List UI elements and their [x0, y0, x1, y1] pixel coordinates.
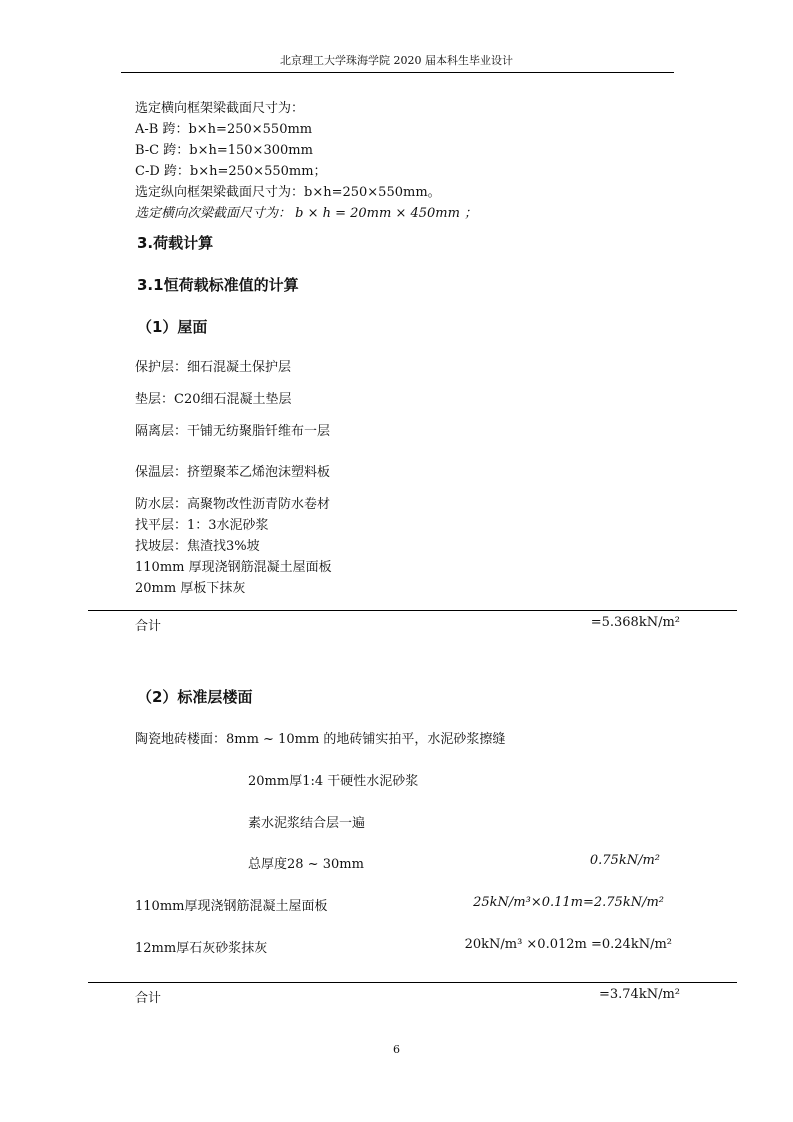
roof-total-value: =5.368kN/m²: [590, 615, 680, 630]
roof-item: 找坡层：焦渣找3%坡: [135, 539, 260, 554]
section-heading: 3.荷载计算: [137, 234, 214, 252]
roof-heading: （1）屋面: [137, 318, 208, 336]
floor-plaster-label: 12mm厚石灰砂浆抹灰: [135, 941, 268, 956]
floor-thickness-value: 0.75kN/m²: [589, 853, 660, 868]
floor-total-value: =3.74kN/m²: [598, 987, 680, 1002]
header-rule: [121, 72, 674, 73]
floor-slab-value: 25kN/m³×0.11m=2.75kN/m²: [473, 895, 664, 910]
roof-item: 防水层：高聚物改性沥青防水卷材: [135, 497, 331, 512]
secondary-beam-line: 选定横向次梁截面尺寸为： b × h = 20mm × 450mm ；: [135, 206, 478, 221]
floor-heading: （2）标准层楼面: [137, 688, 253, 706]
floor-thickness-label: 总厚度28 ~ 30mm: [248, 857, 364, 872]
floor-bond-line: 素水泥浆结合层一遍: [248, 816, 366, 831]
floor-slab-label: 110mm厚现浇钢筋混凝土屋面板: [135, 899, 328, 914]
subsection-heading: 3.1恒荷载标准值的计算: [137, 276, 299, 294]
roof-item: 找平层：1：3水泥砂浆: [135, 518, 269, 533]
text-line: 选定横向框架梁截面尺寸为：: [135, 101, 305, 116]
roof-item: 保护层：细石混凝土保护层: [135, 360, 292, 375]
floor-total-label: 合计: [135, 991, 162, 1006]
floor-plaster-value: 20kN/m³ ×0.012m =0.24kN/m²: [464, 937, 672, 952]
roof-item: 110mm 厚现浇钢筋混凝土屋面板: [135, 560, 332, 575]
page-header: 北京理工大学珠海学院 2020 届本科生毕业设计: [280, 54, 513, 67]
text-line: 选定纵向框架梁截面尺寸为：b×h=250×550mm。: [135, 185, 441, 200]
text-line: B-C 跨：b×h=150×300mm: [135, 143, 313, 158]
total-rule: [88, 982, 737, 983]
roof-total-label: 合计: [135, 619, 162, 634]
roof-item: 隔离层：干铺无纺聚脂钎维布一层: [135, 424, 331, 439]
text-line: C-D 跨：b×h=250×550mm；: [135, 164, 327, 179]
page-number: 6: [393, 1043, 400, 1056]
roof-item: 保温层：挤塑聚苯乙烯泡沫塑料板: [135, 465, 331, 480]
roof-item: 20mm 厚板下抹灰: [135, 581, 246, 596]
total-rule: [88, 610, 737, 611]
floor-mortar-line: 20mm厚1:4 干硬性水泥砂浆: [248, 774, 419, 789]
text-line: A-B 跨：b×h=250×550mm: [135, 122, 313, 137]
floor-tile-line: 陶瓷地砖楼面：8mm ~ 10mm 的地砖铺实拍平，水泥砂浆擦缝: [135, 732, 506, 747]
roof-item: 垫层：C20细石混凝土垫层: [135, 392, 292, 407]
